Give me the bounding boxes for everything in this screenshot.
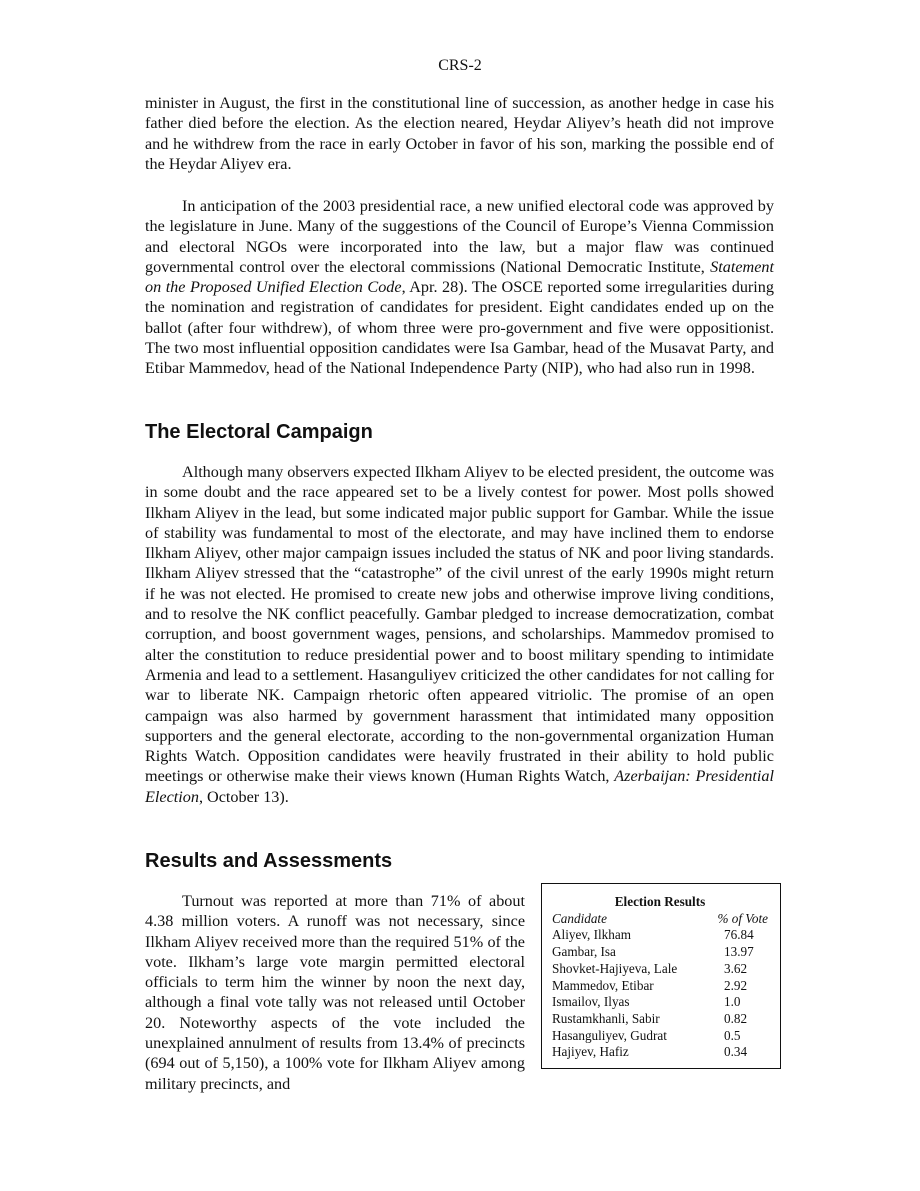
section-heading-results: Results and Assessments [145, 850, 393, 872]
table-header-row [552, 911, 768, 928]
table-row [552, 1044, 768, 1061]
text-span: In anticipation of the 2003 presidential race, a new unified electoral code was approved by the legislature in June. Many of the suggestions of the Council of Europe’s Vienna Commission and electoral NGOs were incorporated into the law, but a major flaw was continued governmental control over the electoral commissions (National Democratic Institute, [145, 197, 774, 276]
vote-percent: 0.5 [724, 1027, 741, 1043]
paragraph-text [145, 196, 774, 379]
candidate-name: Rustamkhanli, Sabir [552, 1010, 660, 1026]
vote-percent: 2.92 [724, 977, 748, 993]
candidate-name: Ismailov, Ilyas [552, 994, 630, 1010]
vote-percent: 0.34 [724, 1044, 748, 1060]
vote-percent: 3.62 [724, 960, 748, 976]
table-title: Election Results [614, 894, 706, 909]
candidate-name: Aliyev, Ilkham [552, 927, 631, 943]
paragraph-turnout: Turnout was reported at more than 71% of about 4.38 million voters. A runoff was not necessary, since Ilkham Aliyev received more than the required 51% of the vote. Ilkham’s large vote margin permitted electoral officials to term him the winner by noon the next day, although a final vote tally was not released until October 20. Noteworthy aspects of the vote included the unexplained annulment of results from 13.4% of precincts (694 out of 5,150), a 100% vote for Ilkham Aliyev among military precincts, and [145, 892, 525, 1093]
paragraph-succession [145, 93, 774, 174]
column-header-vote: % of Vote [717, 910, 768, 926]
paragraph-electoral-code [145, 196, 774, 379]
candidate-name: Hasanguliyev, Gudrat [552, 1027, 667, 1043]
table-row [552, 978, 768, 995]
text-span: Although many observers expected Ilkham Aliyev to be elected president, the outcome was in some doubt and the race appeared set to be a lively contest for power. Most polls showed Ilkham Aliyev in the lead, but some indicated major public support for Gambar. While the issue of stability was fundamental to most of the electorate, and may have inclined them to endorse Ilkham Aliyev, other major campaign issues included the status of NK and poor living standards. Ilkham Aliyev stressed that the “catastrophe” of the civil unrest of the early 1990s might return if he was not elected. He promised to create new jobs and otherwise improve living conditions, and to resolve the NK conflict peacefully. Gambar pledged to increase democratization, combat corruption, and boost government wages, pensions, and scholarships. Mammedov promised to alter the constitution to reduce presidential power and to boost military spending to intimidate Armenia and lead to a settlement. Hasanguliyev criticized the other candidates for not calling for war to liberate NK. Campaign rhetoric often appeared vitriolic. The promise of an open campaign was also harmed by government harassment that intimidated many opposition supporters and the general electorate, according to the non-governmental organization Human Rights Watch. Opposition candidates were heavily frustrated in their ability to hold public meetings or otherwise make their views known (Human Rights Watch, [145, 463, 775, 786]
table-row [552, 994, 768, 1011]
paragraph-campaign [145, 462, 774, 807]
table-row [552, 1011, 768, 1028]
paragraph-text [145, 462, 774, 807]
column-header-candidate: Candidate [552, 910, 607, 926]
candidate-name: Shovket-Hajiyeva, Lale [552, 960, 678, 976]
text-span: , Apr. 28). The OSCE reported some irregularities during the nomination and registration of candidates for president. Eight candidates ended up on the ballot (after four withdrew), of whom three were pro-government and five were oppositionist. The two most influential opposition candidates were Isa Gambar, head of the Musavat Party, and Etibar Mammedov, head of the National Independence Party (NIP), who had also run in 1998. [145, 278, 774, 378]
citation-title: Statement on the Proposed Unified Election Code [145, 257, 774, 297]
vote-percent: 0.82 [724, 1010, 748, 1026]
vote-percent: 76.84 [724, 927, 754, 943]
candidate-name: Hajiyev, Hafiz [552, 1044, 629, 1060]
table-row [552, 1028, 768, 1045]
section-heading-campaign: The Electoral Campaign [145, 421, 373, 443]
election-results-table [541, 883, 781, 1069]
table-row [552, 961, 768, 978]
citation-title: Azerbaijan: Presidential Election [145, 767, 774, 806]
text-span: , October 13). [198, 787, 289, 806]
candidate-name: Gambar, Isa [552, 944, 616, 960]
candidate-name: Mammedov, Etibar [552, 977, 654, 993]
table-row [552, 944, 768, 961]
paragraph-text: minister in August, the first in the constitutional line of succession, as another hedge in case his father died before the election. As the election neared, Heydar Aliyev’s heath did not improve and he withdrew from the race in early October in favor of his son, marking the possible end of the Heydar Aliyev era. [145, 94, 774, 173]
vote-percent: 13.97 [724, 944, 754, 960]
table-row [552, 927, 768, 944]
page-number-header: CRS-2 [438, 57, 482, 74]
vote-percent: 1.0 [724, 994, 741, 1010]
